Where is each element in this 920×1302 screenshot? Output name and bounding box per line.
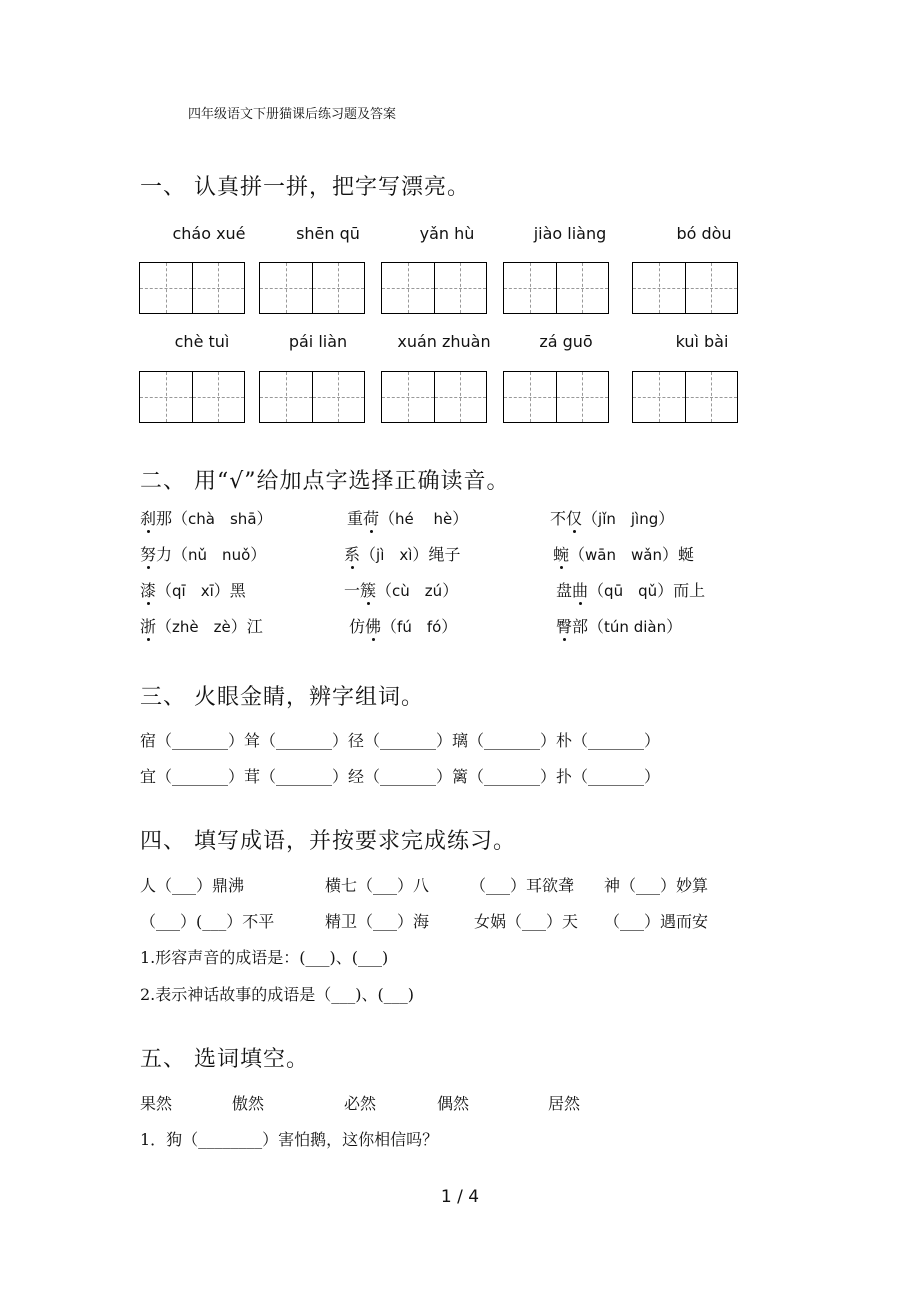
word-choice: 偶然 bbox=[437, 1094, 470, 1113]
pronunciation-item: 蜿（wān wǎn）蜒 bbox=[553, 545, 694, 564]
pinyin-label: pái liàn bbox=[288, 332, 348, 351]
pronunciation-item: 仿佛（fú fó） bbox=[349, 617, 458, 636]
section-2-title: 二、 用“√”给加点字选择正确读音。 bbox=[140, 469, 510, 494]
word-choice: 果然 bbox=[140, 1094, 173, 1113]
writing-grid[interactable] bbox=[632, 262, 738, 314]
pinyin-options[interactable]: chà shā bbox=[188, 510, 257, 528]
idiom-item[interactable]: （___）耳欲聋 bbox=[470, 876, 575, 895]
writing-grid[interactable] bbox=[503, 262, 609, 314]
pinyin-label: xuán zhuàn bbox=[397, 332, 491, 351]
pinyin-label: bó dòu bbox=[676, 224, 732, 243]
pronunciation-item: 漆（qī xī）黑 bbox=[140, 581, 246, 600]
idiom-item[interactable]: （___）(___）不平 bbox=[140, 912, 275, 931]
pronunciation-item: 一簇（cù zú） bbox=[344, 581, 459, 600]
pinyin-label: cháo xué bbox=[172, 224, 246, 243]
section-3-title: 三、 火眼金睛，辨字组词。 bbox=[140, 685, 424, 710]
page-number: 1 / 4 bbox=[440, 1187, 480, 1207]
writing-grid[interactable] bbox=[259, 262, 365, 314]
pinyin-label: jiào liàng bbox=[533, 224, 607, 243]
word-choice: 居然 bbox=[548, 1094, 581, 1113]
word-group-row[interactable]: 宜（_______）茸（_______）经（_______）篱（_______）扑（_______） bbox=[140, 767, 661, 786]
section-1-title: 一、 认真拼一拼，把字写漂亮。 bbox=[140, 175, 470, 200]
pronunciation-item: 重荷（hé hè） bbox=[347, 509, 469, 528]
pinyin-label: zá guō bbox=[539, 332, 593, 351]
idiom-item[interactable]: 横七（___）八 bbox=[325, 876, 430, 895]
section-4-title: 四、 填写成语，并按要求完成练习。 bbox=[140, 829, 516, 854]
idiom-item[interactable]: 人（___）鼎沸 bbox=[140, 876, 245, 895]
pinyin-options[interactable]: hé hè bbox=[395, 510, 453, 528]
writing-grid[interactable] bbox=[381, 371, 487, 423]
pronunciation-item: 系（jì xì）绳子 bbox=[344, 545, 461, 564]
pronunciation-item: 刹那（chà shā） bbox=[140, 509, 273, 528]
document-title: 四年级语文下册猫课后练习题及答案 bbox=[188, 107, 397, 122]
pinyin-options[interactable]: wān wǎn bbox=[585, 546, 662, 564]
pinyin-label: yǎn hù bbox=[419, 224, 475, 243]
idiom-question-2[interactable]: 2.表示神话故事的成语是（___)、(___) bbox=[140, 985, 414, 1004]
pinyin-options[interactable]: nǔ nuǒ bbox=[188, 546, 251, 564]
pronunciation-item: 臀部（tún diàn） bbox=[556, 617, 683, 636]
writing-grid[interactable] bbox=[259, 371, 365, 423]
idiom-item[interactable]: 女娲（___）天 bbox=[474, 912, 579, 931]
writing-grid[interactable] bbox=[139, 262, 245, 314]
pinyin-options[interactable]: cù zú bbox=[392, 582, 443, 600]
pronunciation-item: 努力（nǔ nuǒ） bbox=[140, 545, 267, 564]
pinyin-options[interactable]: qū qǔ bbox=[604, 582, 658, 600]
pinyin-label: kuì bài bbox=[675, 332, 729, 351]
pinyin-label: shēn qū bbox=[296, 224, 360, 243]
pinyin-options[interactable]: jǐn jìng bbox=[598, 510, 659, 528]
pinyin-options[interactable]: jì xì bbox=[376, 546, 413, 564]
writing-grid[interactable] bbox=[503, 371, 609, 423]
writing-grid[interactable] bbox=[632, 371, 738, 423]
writing-grid[interactable] bbox=[381, 262, 487, 314]
word-choice: 必然 bbox=[344, 1094, 377, 1113]
pronunciation-item: 盘曲（qū qǔ）而上 bbox=[556, 581, 706, 600]
pinyin-options[interactable]: zhè zè bbox=[172, 618, 231, 636]
word-group-row[interactable]: 宿（_______）耸（_______）径（_______）璃（_______）朴（_______） bbox=[140, 731, 661, 750]
fill-blank-question[interactable]: 1．狗（________）害怕鹅，这你相信吗？ bbox=[140, 1130, 439, 1149]
pronunciation-item: 不仅（jǐn jìng） bbox=[550, 509, 675, 528]
pinyin-label: chè tuì bbox=[174, 332, 230, 351]
idiom-question-1[interactable]: 1.形容声音的成语是：(___)、(___) bbox=[140, 948, 389, 967]
pronunciation-item: 浙（zhè zè）江 bbox=[140, 617, 263, 636]
writing-grid[interactable] bbox=[139, 371, 245, 423]
pinyin-options[interactable]: tún diàn bbox=[604, 618, 667, 636]
section-5-title: 五、 选词填空。 bbox=[140, 1047, 309, 1072]
word-choice: 傲然 bbox=[232, 1094, 265, 1113]
idiom-item[interactable]: 精卫（___）海 bbox=[325, 912, 430, 931]
idiom-item[interactable]: （___）遇而安 bbox=[604, 912, 709, 931]
pinyin-options[interactable]: qī xī bbox=[172, 582, 214, 600]
pinyin-options[interactable]: fú fó bbox=[397, 618, 442, 636]
idiom-item[interactable]: 神（___）妙算 bbox=[604, 876, 709, 895]
